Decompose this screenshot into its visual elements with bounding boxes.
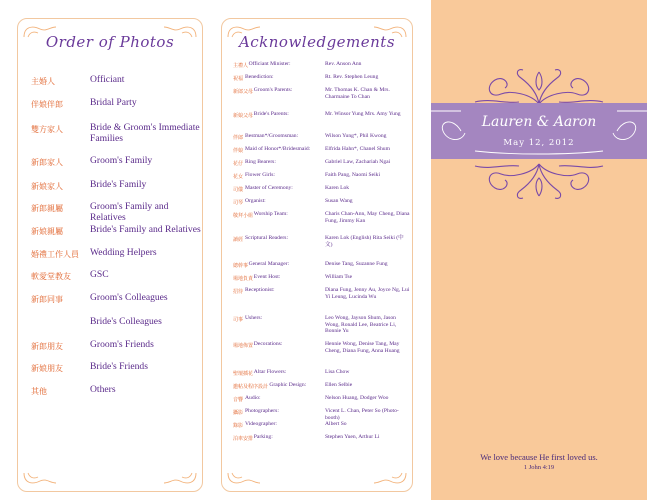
acknowledged-names: Faith Pang, Naomi Seiki — [325, 172, 381, 178]
role-english: Maid of Honor*/Bridesmaid: — [245, 146, 311, 152]
photo-group-english: Groom's Colleagues — [90, 292, 168, 303]
couple-names: Lauren & Aaron — [481, 114, 597, 130]
role-english: Decorations: — [253, 341, 283, 347]
order-of-photos-title: Order of Photos — [45, 33, 175, 51]
acknowledged-names: Charis Chan-Ann, May Cheng, Diana Fung, Jimmy Kan — [325, 211, 410, 224]
photo-group-chinese: 新郎家人 — [31, 158, 63, 167]
role-english: Bestman*/Groomsman: — [245, 133, 299, 139]
role-english: Parking: — [253, 434, 273, 440]
scripture-reference: 1 John 4:19 — [523, 464, 555, 471]
role-english: Ring Bearers: — [245, 159, 276, 165]
photo-group-english: Bride's Colleagues — [90, 316, 162, 327]
role-chinese: 攝影 — [233, 410, 244, 416]
corner-flourish-icon — [226, 471, 262, 487]
role-chinese: 場地負責 — [233, 276, 254, 282]
photo-group-chinese: 軟愛堂教友 — [31, 272, 71, 281]
role-chinese: 場地佈置 — [233, 343, 254, 349]
photo-group-chinese: 雙方家人 — [31, 125, 63, 134]
role-english: Altar Flowers: — [253, 369, 287, 375]
role-chinese: 主禮人 — [233, 63, 249, 69]
photo-group-english: Bride's Friends — [90, 361, 148, 372]
top-ornament-icon — [471, 64, 607, 108]
acknowledged-names: Rev. Anson Ann — [325, 61, 362, 67]
scripture-verse: We love because He first loved us. — [480, 452, 598, 462]
photo-group-english: Bride's Family and Relatives — [90, 224, 201, 235]
photo-group-chinese: 新娘朋友 — [31, 364, 63, 373]
role-chinese: 花女 — [233, 174, 244, 180]
role-english: Master of Ceremony: — [245, 185, 293, 191]
acknowledged-names: Mr. Thomas K. Chan & Mrs. Charmaine To Chan — [325, 87, 390, 100]
names-band — [431, 103, 647, 159]
photo-group-english: Groom's Friends — [90, 339, 154, 350]
role-english: Groom's Parents: — [253, 87, 293, 93]
acknowledged-names: Nelson Huang, Dodger Woo — [325, 395, 389, 401]
photo-group-chinese: 婚禮工作人員 — [31, 250, 79, 259]
role-english: General Manager: — [248, 261, 290, 267]
role-chinese: 司事 — [233, 317, 244, 323]
photo-group-chinese: 伴娘伴郎 — [31, 100, 63, 109]
photo-group-chinese: 其他 — [31, 387, 47, 396]
role-chinese: 司儀 — [233, 187, 244, 193]
photo-group-english: Bridal Party — [90, 97, 137, 108]
acknowledged-names: Leo Wong, Jayson Shum, Jason Wong, Ronald Lee, Beatrice Li, Bonnie Yu — [325, 315, 397, 335]
role-chinese: 司琴 — [233, 200, 244, 206]
band-ornament-icon — [431, 103, 647, 159]
corner-flourish-icon — [22, 471, 58, 487]
acknowledged-names: Wilson Yung*, Phil Kwong — [325, 133, 387, 139]
corner-flourish-icon — [372, 471, 408, 487]
role-chinese: 伴娘 — [233, 148, 244, 154]
photo-group-english: Others — [90, 384, 116, 395]
photo-group-english: GSC — [90, 269, 109, 280]
photo-group-english: Bride's Family — [90, 179, 147, 190]
role-chinese: 祝福 — [233, 76, 244, 82]
role-chinese: 新娘父母 — [233, 113, 254, 119]
acknowledged-names: Karen Lok — [325, 185, 350, 191]
acknowledged-names: William Tse — [325, 274, 353, 280]
photo-group-chinese: 新郎朋友 — [31, 342, 63, 351]
acknowledged-names: Gabriel Law, Zachariah Ngai — [325, 159, 391, 165]
photo-group-chinese: 新娘家人 — [31, 182, 63, 191]
acknowledged-names: Vicent L. Chan, Peter So (Photo-booth) — [325, 408, 399, 421]
photo-group-chinese: 新郎親屬 — [31, 204, 63, 213]
photo-group-chinese: 主婚人 — [31, 77, 55, 86]
role-chinese: 招待 — [233, 289, 244, 295]
role-chinese: 新郎父母 — [233, 89, 254, 95]
order-of-photos-panel — [17, 18, 203, 492]
role-english: Benediction: — [245, 74, 274, 80]
photo-group-english: Groom's Family — [90, 155, 153, 166]
role-english: Flower Girls: — [245, 172, 275, 178]
acknowledged-names: Susan Wang — [325, 198, 353, 204]
acknowledged-names: Ellen Selbie — [325, 382, 353, 388]
acknowledged-names: Lisa Chow — [325, 369, 350, 375]
acknowledgements-panel — [221, 18, 413, 492]
acknowledged-names: Rt. Rev. Stephen Leung — [325, 74, 379, 80]
acknowledged-names: Mr. Winsor Yung Mrs. Amy Yung — [325, 111, 401, 117]
role-chinese: 錄影 — [233, 423, 244, 429]
role-english: Audio: — [245, 395, 261, 401]
role-english: Videographer: — [245, 421, 277, 427]
role-english: Event Host: — [253, 274, 281, 280]
photo-group-english: Wedding Helpers — [90, 247, 157, 258]
role-english: Receptionist: — [245, 287, 275, 293]
role-chinese: 泊車安排 — [233, 436, 254, 442]
acknowledgements-title: Acknowledgements — [238, 33, 396, 51]
acknowledged-names: Diana Fung, Jenny Au, Joyce Ng, Lui Yi Leung, Lucinda Wu — [325, 287, 410, 300]
photo-group-english: Groom's Family and Relatives — [90, 201, 169, 223]
role-english: Graphic Design: — [269, 382, 307, 388]
role-chinese: 伴郎 — [233, 135, 244, 141]
role-english: Photographers: — [245, 408, 279, 414]
photo-group-english: Bride & Groom's Immediate Families — [90, 122, 200, 144]
photo-group-chinese: 新郎同事 — [31, 295, 63, 304]
role-english: Ushers: — [245, 315, 263, 321]
role-chinese: 音響 — [233, 397, 244, 403]
bottom-ornament-icon — [471, 160, 607, 204]
acknowledged-names: Karen Lok (English) Rita Seiki (中文) — [325, 235, 404, 248]
corner-flourish-icon — [162, 471, 198, 487]
cover-panel — [431, 0, 647, 500]
role-english: Scriptural Readers: — [245, 235, 289, 241]
role-english: Bride's Parents: — [253, 111, 289, 117]
role-chinese: 花仔 — [233, 161, 244, 167]
role-english: Worship Team: — [253, 211, 288, 217]
acknowledged-names: Hennie Wong, Denise Tang, May Cheng, Diana Fung, Anna Huang — [325, 341, 400, 354]
role-chinese: 讀經 — [233, 237, 244, 243]
role-chinese: 敬拜小組 — [233, 213, 254, 219]
role-chinese: 聖壇插花 — [233, 371, 254, 377]
role-chinese: 邀帖及程序設計 — [233, 384, 269, 390]
acknowledged-names: Albert So — [325, 421, 347, 427]
acknowledged-names: Elfrida Hahn*, Chanel Shum — [325, 146, 390, 152]
role-english: Organist: — [245, 198, 266, 204]
role-english: Officiant Minister: — [248, 61, 291, 67]
photo-group-english: Officiant — [90, 74, 125, 85]
acknowledged-names: Denise Tang, Suzanne Fung — [325, 261, 388, 267]
role-chinese: 總幹事 — [233, 263, 249, 269]
acknowledged-names: Stephen Yuen, Arthur Li — [325, 434, 380, 440]
photo-group-chinese: 新娘親屬 — [31, 227, 63, 236]
wedding-date: May 12, 2012 — [503, 138, 575, 148]
